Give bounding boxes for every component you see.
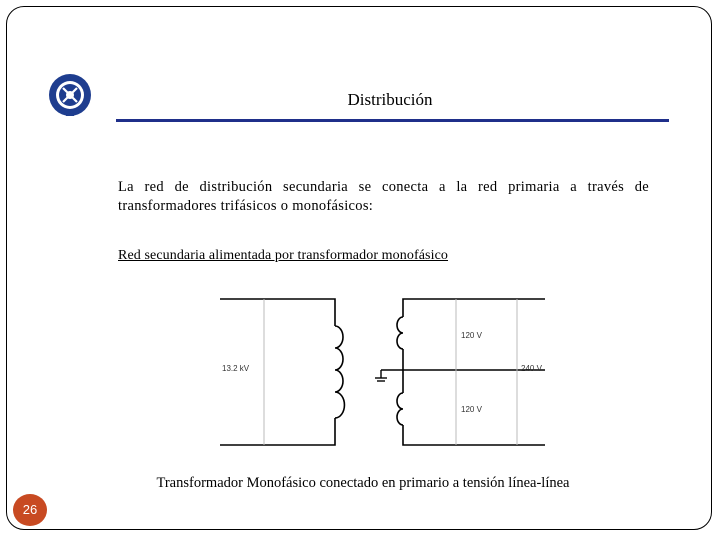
body-paragraph: La red de distribución secundaria se conecta a la red primaria a través de transformadores trifásicos o monofásicos: [118,179,649,214]
slide-title: Distribución [347,90,433,109]
ground-symbol [375,370,403,381]
transformer-diagram [215,292,550,454]
lower-secondary-voltage-label: 120 V [461,405,482,414]
page-number-badge: 26 [13,494,47,526]
university-seal-logo [44,72,96,118]
diagram-caption: Transformador Monofásico conectado en primario a tensión línea-línea [156,475,570,491]
title-underline [116,119,669,122]
upper-secondary-voltage-label: 120 V [461,331,482,340]
diagram-subtitle: Red secundaria alimentada por transformador monofásico [118,248,449,263]
total-secondary-voltage-label: 240 V [521,364,542,373]
primary-voltage-label: 13.2 kV [222,364,250,373]
